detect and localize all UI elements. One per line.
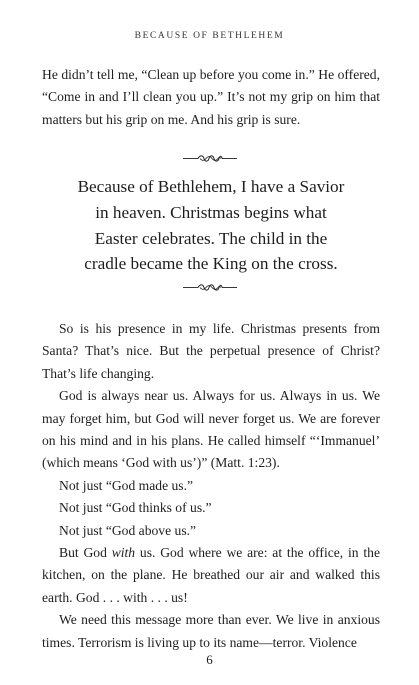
pull-quote-line: Because of Bethlehem, I have a Savior xyxy=(77,177,345,196)
section-ornament-top xyxy=(0,150,419,168)
running-head: BECAUSE OF BETHLEHEM xyxy=(134,31,285,41)
paragraph: God is always near us. Always for us. Always in us. We may forget him, but God will never forget us. We are forever on his mind and in his plans. He called himself “‘Immanuel’ (which means ‘God with us’)” (Matt. 1:23). xyxy=(42,388,380,471)
body-text xyxy=(42,318,380,654)
section-ornament-bottom xyxy=(0,279,419,297)
paragraph: Not just “God made us.” xyxy=(59,477,194,493)
paragraph xyxy=(42,542,380,609)
swirl-flourish-icon xyxy=(183,283,237,292)
pull-quote-line: cradle became the King on the cross. xyxy=(84,254,338,274)
paragraph: So is his presence in my life. Christmas presents from Santa? That’s nice. But the perpetual presence of Christ? That’s life changing. xyxy=(42,321,380,381)
opening-paragraph-text: He didn’t tell me, “Clean up before you come in.” He offered, “Come in and I’ll clean you up.” It’s not my grip on him that matters but his grip on me. And his grip is sure. xyxy=(42,67,380,127)
paragraph-text: us. God where we are: at the office, in the kitchen, on the plane. He breathed our air and walked this earth. God . . . with . . . us! xyxy=(42,545,380,605)
paragraph: We need this message more than ever. We live in anxious times. Terrorism is living up to its name—terror. Violence xyxy=(42,612,380,650)
paragraph: Not just “God thinks of us.” xyxy=(59,500,212,516)
paragraph: Not just “God above us.” xyxy=(59,522,197,538)
pull-quote-line: Easter celebrates. The child in the xyxy=(94,228,328,248)
emphasis-text: with xyxy=(111,545,136,561)
opening-paragraph xyxy=(42,64,380,131)
paragraph-text: But God xyxy=(59,545,112,561)
pull-quote xyxy=(56,174,366,277)
pull-quote-line: in heaven. Christmas begins what xyxy=(95,202,327,222)
swirl-flourish-icon xyxy=(183,154,237,163)
page-number: 6 xyxy=(206,652,213,667)
